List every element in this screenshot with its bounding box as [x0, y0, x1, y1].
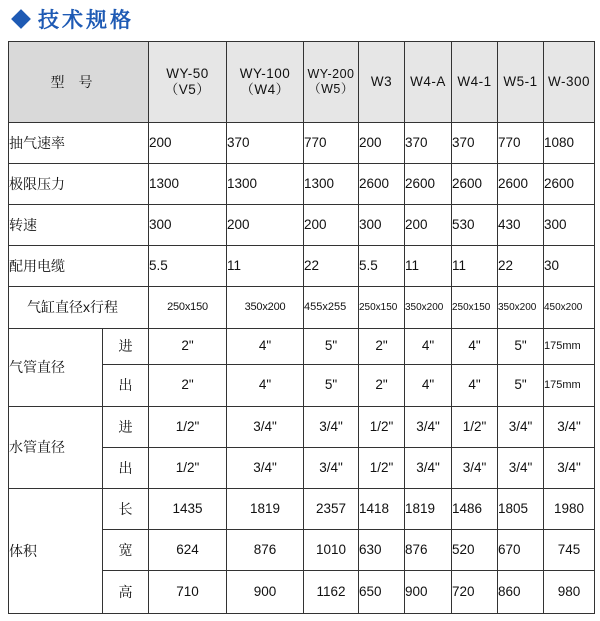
model-header-cell: [359, 42, 405, 123]
model-alias: （V5）: [164, 82, 211, 97]
value-cell: 1300: [149, 164, 227, 205]
sub-label: 进: [103, 329, 149, 365]
value-cell: 1080: [544, 123, 595, 164]
value-cell: 650: [359, 571, 405, 614]
value-cell: 3/4": [227, 407, 304, 448]
value-cell: 2600: [405, 164, 452, 205]
model-header-cell: [452, 42, 498, 123]
sub-label: 高: [103, 571, 149, 614]
value-cell: 5.5: [359, 246, 405, 287]
value-cell: 1486: [452, 489, 498, 530]
value-cell: 2600: [359, 164, 405, 205]
value-cell: 1819: [227, 489, 304, 530]
value-cell: 3/4": [498, 407, 544, 448]
sub-label: 出: [103, 365, 149, 407]
row-pump-speed: [9, 123, 595, 164]
row-cylinder: [9, 287, 595, 329]
row-rpm: [9, 205, 595, 246]
diamond-bullet-icon: [11, 9, 31, 29]
value-cell: 350x200: [498, 287, 544, 329]
row-label: 抽气速率: [9, 123, 149, 164]
value-cell: 22: [498, 246, 544, 287]
row-label: 气缸直径x行程: [9, 287, 149, 329]
model-name: WY-100: [239, 65, 291, 81]
model-header-cell: [149, 42, 227, 123]
value-cell: 876: [227, 530, 304, 571]
value-cell: 200: [149, 123, 227, 164]
section-heading: [10, 4, 134, 34]
value-cell: 250x150: [149, 287, 227, 329]
value-cell: 770: [498, 123, 544, 164]
value-cell: 350x200: [227, 287, 304, 329]
value-cell: 4": [405, 365, 452, 407]
model-header-cell: [304, 42, 359, 123]
value-cell: 22: [304, 246, 359, 287]
value-cell: 860: [498, 571, 544, 614]
row-label: 转速: [9, 205, 149, 246]
value-cell: 2600: [498, 164, 544, 205]
value-cell: 3/4": [227, 448, 304, 489]
row-label: 极限压力: [9, 164, 149, 205]
value-cell: 250x150: [452, 287, 498, 329]
value-cell: 1010: [304, 530, 359, 571]
value-cell: 4": [227, 365, 304, 407]
value-cell: 200: [405, 205, 452, 246]
value-cell: 430: [498, 205, 544, 246]
value-cell: 300: [359, 205, 405, 246]
model-name: W4-A: [410, 73, 446, 89]
value-cell: 370: [227, 123, 304, 164]
value-cell: 3/4": [544, 448, 595, 489]
spec-table: [8, 41, 595, 614]
value-cell: 710: [149, 571, 227, 614]
value-cell: 5": [498, 329, 544, 365]
value-cell: 5": [304, 329, 359, 365]
value-cell: 2357: [304, 489, 359, 530]
header-row: [9, 42, 595, 123]
sub-label: 宽: [103, 530, 149, 571]
value-cell: 770: [304, 123, 359, 164]
value-cell: 370: [452, 123, 498, 164]
value-cell: 3/4": [498, 448, 544, 489]
value-cell: 5": [498, 365, 544, 407]
model-header-cell: [405, 42, 452, 123]
section-title: 技术规格: [38, 8, 134, 32]
model-name: W3: [370, 73, 393, 89]
model-header-cell: [544, 42, 595, 123]
value-cell: 1/2": [359, 407, 405, 448]
row-label: 气管直径: [9, 329, 103, 407]
row-ultimate-pressure: [9, 164, 595, 205]
value-cell: 1805: [498, 489, 544, 530]
value-cell: 11: [452, 246, 498, 287]
value-cell: 5": [304, 365, 359, 407]
value-cell: 1/2": [359, 448, 405, 489]
model-header-cell: [227, 42, 304, 123]
model-name: WY-50: [166, 65, 209, 81]
row-label: 体积: [9, 489, 103, 614]
value-cell: 2": [359, 329, 405, 365]
model-header-cell: [498, 42, 544, 123]
value-cell: 4": [452, 365, 498, 407]
value-cell: 720: [452, 571, 498, 614]
value-cell: 250x150: [359, 287, 405, 329]
value-cell: 300: [149, 205, 227, 246]
value-cell: 450x200: [544, 287, 595, 329]
value-cell: 4": [227, 329, 304, 365]
model-name: W4-1: [457, 73, 492, 89]
value-cell: 2": [149, 365, 227, 407]
value-cell: 300: [544, 205, 595, 246]
row-label: 水管直径: [9, 407, 103, 489]
value-cell: 3/4": [405, 407, 452, 448]
value-cell: 11: [405, 246, 452, 287]
value-cell: 1/2": [149, 448, 227, 489]
value-cell: 2": [359, 365, 405, 407]
sub-label: 进: [103, 407, 149, 448]
sub-label: 长: [103, 489, 149, 530]
value-cell: 5.5: [149, 246, 227, 287]
row-label: 配用电缆: [9, 246, 149, 287]
value-cell: 3/4": [544, 407, 595, 448]
value-cell: 624: [149, 530, 227, 571]
model-name: W-300: [547, 73, 591, 89]
value-cell: 350x200: [405, 287, 452, 329]
value-cell: 670: [498, 530, 544, 571]
value-cell: 745: [544, 530, 595, 571]
value-cell: 876: [405, 530, 452, 571]
value-cell: 630: [359, 530, 405, 571]
value-cell: 200: [227, 205, 304, 246]
value-cell: 1162: [304, 571, 359, 614]
value-cell: 520: [452, 530, 498, 571]
row-air-pipe-in: [9, 329, 595, 365]
value-cell: 4": [452, 329, 498, 365]
value-cell: 3/4": [405, 448, 452, 489]
row-volume-length: [9, 489, 595, 530]
value-cell: 30: [544, 246, 595, 287]
value-cell: 370: [405, 123, 452, 164]
value-cell: 3/4": [304, 448, 359, 489]
value-cell: 1/2": [149, 407, 227, 448]
model-header-label: 型号: [9, 42, 149, 123]
model-alias: （W5）: [308, 82, 354, 96]
value-cell: 1300: [227, 164, 304, 205]
value-cell: 900: [227, 571, 304, 614]
value-cell: 2": [149, 329, 227, 365]
value-cell: 1/2": [452, 407, 498, 448]
value-cell: 200: [359, 123, 405, 164]
value-cell: 1819: [405, 489, 452, 530]
value-cell: 455x255: [304, 287, 359, 329]
sub-label: 出: [103, 448, 149, 489]
model-name: WY-200: [307, 67, 355, 81]
value-cell: 1435: [149, 489, 227, 530]
value-cell: 3/4": [304, 407, 359, 448]
row-water-pipe-in: [9, 407, 595, 448]
value-cell: 2600: [452, 164, 498, 205]
value-cell: 900: [405, 571, 452, 614]
value-cell: 530: [452, 205, 498, 246]
model-alias: （W4）: [240, 82, 290, 97]
value-cell: 4": [405, 329, 452, 365]
row-cable: [9, 246, 595, 287]
value-cell: 200: [304, 205, 359, 246]
value-cell: 1980: [544, 489, 595, 530]
value-cell: 1300: [304, 164, 359, 205]
value-cell: 980: [544, 571, 595, 614]
value-cell: 3/4": [452, 448, 498, 489]
value-cell: 2600: [544, 164, 595, 205]
value-cell: 11: [227, 246, 304, 287]
value-cell: 175mm: [544, 329, 595, 365]
value-cell: 1418: [359, 489, 405, 530]
value-cell: 175mm: [544, 365, 595, 407]
model-name: W5-1: [503, 73, 538, 89]
